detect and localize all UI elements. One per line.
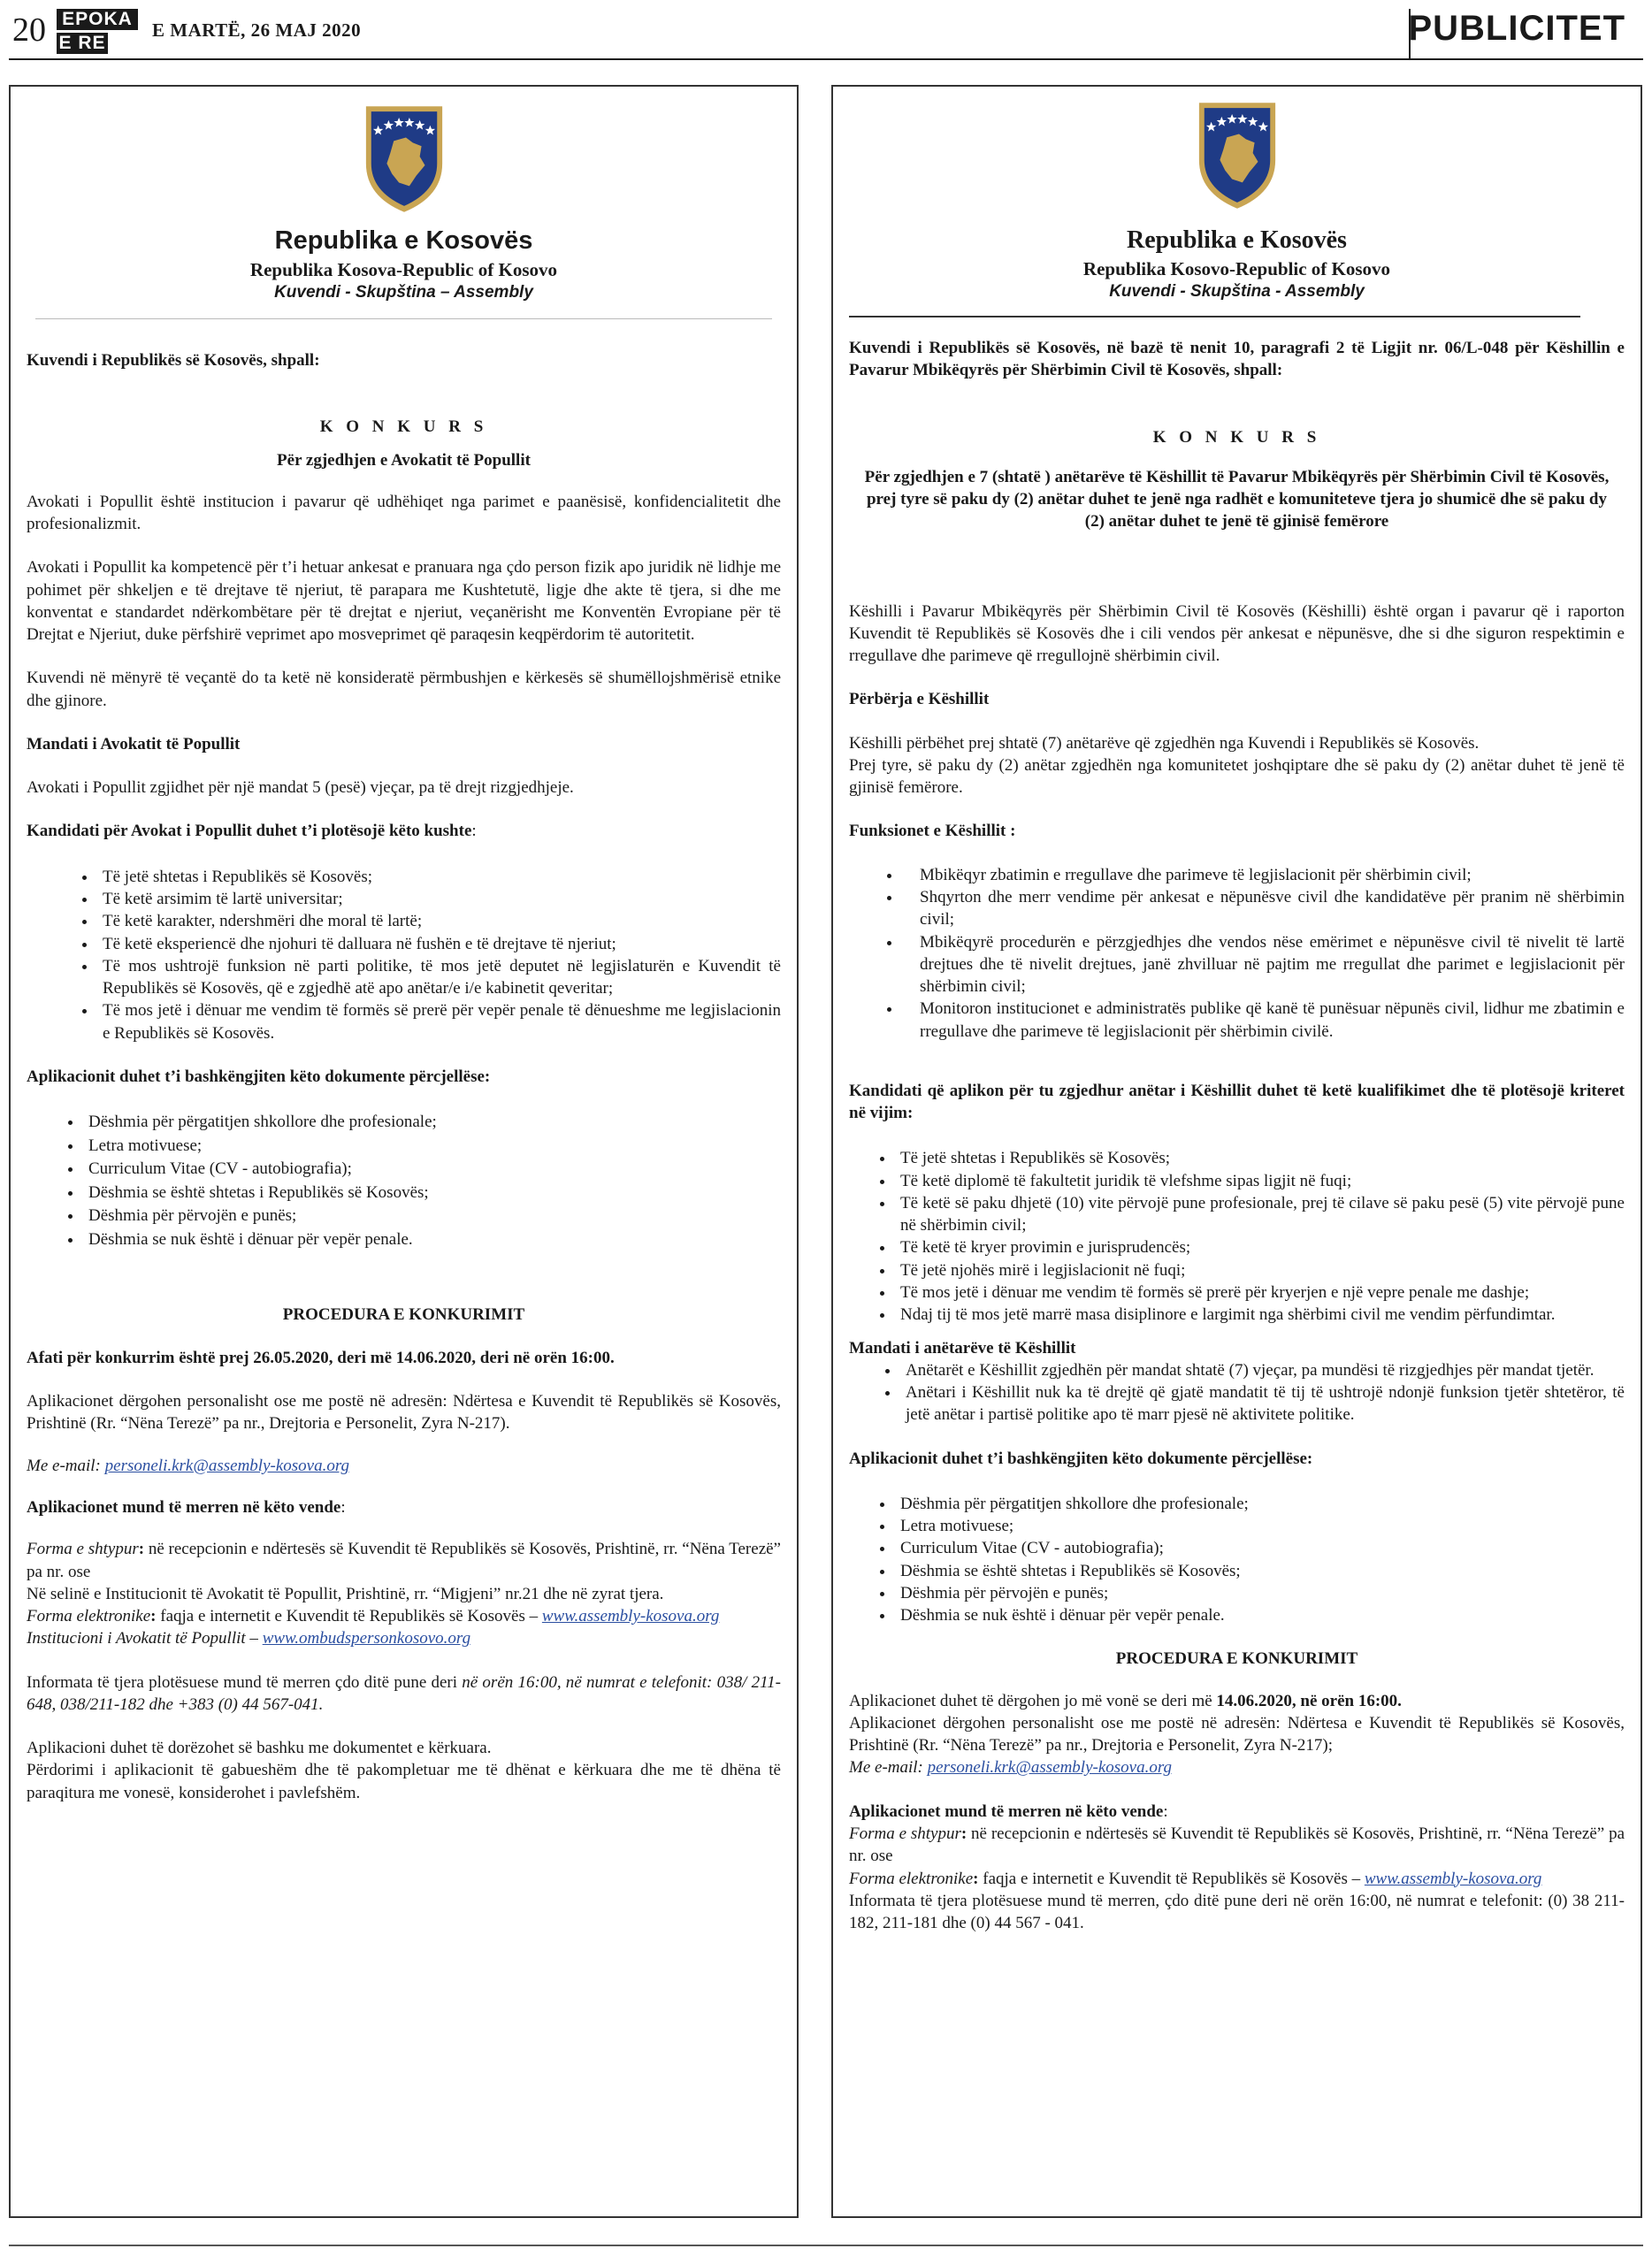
- electronic-text: faqja e internetit e Kuvendit të Republikës së Kosovës –: [156, 1607, 542, 1626]
- printed-text: në recepcionin e ndërtesës së Kuvendit të Republikës së Kosovës, Prishtinë, rr. “Nëna Terezë” pa nr. ose: [849, 1824, 1625, 1866]
- list-item: • Mbikëqyrë procedurën e përzgjedhjes dhe vendos nëse emërimet e nëpunësve civil të nivelit të lartë drejtues dhe të nivelit drejtues, janë zhvilluar në pajtim me rregullat dhe parimet e legjislacionit për shërbimin civil;: [902, 931, 1625, 998]
- electronic-label: Forma elektronike: [849, 1869, 974, 1888]
- submission-address: Aplikacionet dërgohen personalisht ose me postë në adresën: Ndërtesa e Kuvendit të Republikës së Kosovës, Prishtinë (Rr. “Nëna Terezë” pa nr., Drejtoria e Personelit, Zyra N-217);: [849, 1713, 1625, 1755]
- list-item: • Të jetë njohës mirë i legjislacionit në fuqi;: [895, 1259, 1625, 1281]
- list-item: • Monitoron institucionet e administratës publike që kanë të punësuar nëpunës civil, lidhur me zbatimin e rregullave dhe parimeve të legjislacionit për shërbimin civilë.: [902, 998, 1625, 1043]
- submit-text: Aplikacioni duhet të dorëzohet së bashku me dokumentet e kërkuara.: [27, 1739, 492, 1758]
- list-item: • Të jetë shtetas i Republikës së Kosovës;: [97, 866, 781, 888]
- list-item: • Të ketë karakter, ndershmëri dhe moral të lartë;: [97, 910, 781, 932]
- composition-text-2: Prej tyre, së paku dy (2) anëtar zgjedhën nga komunitetet joshqiptare dhe së paku dy (2) anëtar duhet të jenë të gjinisë femërore.: [849, 755, 1625, 798]
- list-item: • Dëshmia se është shtetas i Republikës së Kosovës;: [895, 1560, 1625, 1582]
- printed-form: [849, 1823, 1625, 1868]
- documents-list: [27, 1111, 781, 1252]
- list-item: • Ndaj tij të mos jetë marrë masa disiplinore e largimit nga shërbimi civil me vendim përfundimtar.: [895, 1304, 1625, 1326]
- conditions-heading: [27, 820, 781, 842]
- documents-title: Aplikacionit duhet t’i bashkëngjiten këto dokumente përcjellëse:: [27, 1067, 491, 1086]
- places-colon: :: [1163, 1801, 1168, 1821]
- logo-line2: E RE: [57, 33, 108, 54]
- list-item: • Letra motivuese;: [83, 1135, 781, 1159]
- places-title: Aplikacionet mund të merren në këto vende: [849, 1801, 1164, 1821]
- conditions-title: Kandidati për Avokat i Popullit duhet t’i plotësojë këto kushte: [27, 822, 472, 841]
- list-item: • Të mos jetë i dënuar me vendim të formës së prerë për vepër penale të dënueshme me legjislacionin e Republikës së Kosovës.: [97, 999, 781, 1044]
- notice-ombudsperson: [9, 85, 799, 2218]
- places-heading: [27, 1496, 781, 1518]
- assembly-name: Kuvendi - Skupština - Assembly: [1109, 282, 1365, 301]
- list-item: • Të mos ushtrojë funksion në parti politike, të mos jetë deputet në legjislaturën e Kuvendit të Republikës së Kosovës, që e zgjedhë atë apo anëtar/e i/e kabinetit qeveritar;: [97, 955, 781, 1000]
- composition-text-1: Këshilli përbëhet prej shtatë (7) anëtarëve që zgjedhën nga Kuvendi i Republikës së Kosovës.: [849, 733, 1480, 753]
- list-item: • Dëshmia për përvojën e punës;: [83, 1205, 781, 1228]
- info-text: [27, 1671, 781, 1717]
- assembly-url-link[interactable]: www.assembly-kosova.org: [1364, 1869, 1542, 1888]
- mandate-list: [849, 1359, 1625, 1426]
- list-item: • Dëshmia për përgatitjen shkollore dhe profesionale;: [83, 1111, 781, 1135]
- submission-address: Aplikacionet dërgohen personalisht ose me postë në adresën: Ndërtesa e Kuvendit të Republikës së Kosovës, Prishtinë (Rr. “Nëna Terezë” pa nr., Drejtoria e Personelit, Zyra N-217).: [27, 1392, 781, 1434]
- list-item: • Të mos jetë i dënuar me vendim të formës së prerë për kryerjen e një vepre penale me dashje;: [895, 1281, 1625, 1304]
- electronic-colon: :: [973, 1869, 979, 1888]
- assembly-url-link[interactable]: www.assembly-kosova.org: [541, 1607, 720, 1626]
- list-item: • Dëshmia për përvojën e punës;: [895, 1582, 1625, 1604]
- ombudsperson-url-link[interactable]: www.ombudspersonkosovo.org: [262, 1629, 471, 1648]
- printed-colon: :: [138, 1540, 145, 1559]
- info-text-part2: në orën 16:00, në numrat e telefonit: 038/ 211-648, 038/211-182 dhe +383 (0) 44 567-041.: [27, 1672, 782, 1714]
- announcement: Kuvendi i Republikës së Kosovës, shpall:: [27, 351, 320, 370]
- documents-list: [849, 1493, 1625, 1627]
- konkurs-title: K O N K U R S: [1152, 427, 1321, 447]
- ombudsperson-line: [27, 1627, 781, 1649]
- printed-label: Forma e shtypur: [27, 1540, 139, 1559]
- list-item: • Dëshmia se është shtetas i Republikës së Kosovës;: [83, 1182, 781, 1205]
- konkurs-subtitle: Për zgjedhjen e Avokatit të Popullit: [277, 450, 531, 470]
- footer-rule: [9, 2245, 1643, 2246]
- list-item: • Letra motivuese;: [895, 1515, 1625, 1537]
- issue-date: E MARTË, 26 MAJ 2020: [152, 19, 362, 41]
- places-title: Aplikacionet mund të merren në këto vende: [27, 1498, 341, 1517]
- criteria-list: [849, 1147, 1625, 1326]
- header-rule: [9, 58, 1643, 60]
- conditions-colon: :: [471, 822, 477, 841]
- kosovo-coat-of-arms-icon: [1194, 99, 1281, 212]
- divider: [35, 318, 772, 319]
- list-item: • Të jetë shtetas i Republikës së Kosovës;: [895, 1147, 1625, 1169]
- email-line: [27, 1455, 781, 1477]
- list-item: • Anëtarët e Këshillit zgjedhën për mandat shtatë (7) vjeçar, pa mundësi të rizgjedhjes për mandat tjetër.: [900, 1359, 1625, 1381]
- intro-paragraph-2: Avokati i Popullit ka kompetencë për t’i hetuar ankesat e pranuara nga çdo person fizik apo juridik në lidhje me pohimet për shkeljen e të drejtave të njeriut, të parapara me Kushtetutë, ligje dhe akte të tjera, si dhe me konventat e standardet ndërkombëtare për të drejtat e njeriut, veçanërisht me Konventën Evropiane për të Drejtat e Njeriut, duke përfshirë veprimet apo mosveprimet që paraqesin keqpërdorim të autoritetit.: [27, 558, 781, 645]
- list-item: • Shqyrton dhe merr vendime për ankesat e nëpunësve civil dhe kandidatëve për pranim në shërbimin civil;: [902, 886, 1625, 931]
- email-link[interactable]: personeli.krk@assembly-kosova.org: [927, 1758, 1173, 1778]
- printed-text: në recepcionin e ndërtesës së Kuvendit të Republikës së Kosovës, Prishtinë, rr. “Nëna Terezë” pa nr. ose: [27, 1540, 781, 1581]
- info-text: Informata të tjera plotësuese mund të merren, çdo ditë pune deri në orën 16:00, në numrat e telefonit: (0) 38 211-182, 211-181 dhe (0) 44 567 - 041.: [849, 1891, 1625, 1933]
- documents-title: Aplikacionit duhet t’i bashkëngjiten këto dokumente përcjellëse:: [849, 1449, 1313, 1468]
- republic-title: Republika e Kosovës: [1127, 226, 1347, 254]
- procedure-title: PROCEDURA E KONKURIMIT: [282, 1304, 525, 1324]
- page-number: 20: [12, 11, 46, 49]
- printed-colon: :: [960, 1824, 967, 1844]
- intro-paragraph: Këshilli i Pavarur Mbikëqyrës për Shërbimin Civil të Kosovës (Këshilli) është organ i pavarur që i raporton Kuvendit të Republikës së Kosovës dhe i cili vendos për ankesat e nëpunësve, dhe si dhe siguron respektimin e rregullave dhe parimeve që rregullojnë shërbimin civil.: [849, 601, 1625, 666]
- list-item: • Dëshmia se nuk është i dënuar për vepër penale.: [83, 1228, 781, 1252]
- list-item: • Të ketë arsimim të lartë universitar;: [97, 888, 781, 910]
- functions-list: [849, 864, 1625, 1043]
- electronic-form: [849, 1868, 1625, 1890]
- notice-civil-service-council: [831, 85, 1642, 2218]
- conditions-list: [27, 866, 781, 1044]
- ombud-label: Institucioni i Avokatit të Popullit –: [27, 1629, 263, 1648]
- electronic-form: [27, 1605, 781, 1627]
- list-item: • Të ketë diplomë të fakultetit juridik të vlefshme sipas ligjit në fuqi;: [895, 1170, 1625, 1192]
- places-colon: :: [340, 1498, 346, 1517]
- deadline: Afati për konkurrim është prej 26.05.2020, deri më 14.06.2020, deri në orën 16:00.: [27, 1348, 615, 1367]
- list-item: • Curriculum Vitae (CV - autobiografia);: [83, 1158, 781, 1182]
- deadline-text: Aplikacionet duhet të dërgohen jo më vonë se deri më: [849, 1691, 1217, 1710]
- section-title: PUBLICITET: [1408, 9, 1625, 48]
- list-item: • Curriculum Vitae (CV - autobiografia);: [895, 1537, 1625, 1559]
- misuse-text: Përdorimi i aplikacionit të gabueshëm dhe të pakompletuar me të dhënat e kërkuara dhe me të dhëna të paraqitura me vonesë, konsiderohet i pavlefshëm.: [27, 1761, 781, 1802]
- email-label: Me e-mail:: [27, 1456, 105, 1475]
- institution-seat: Në selinë e Institucionit të Avokatit të Popullit, Prishtinë, rr. “Migjeni” nr.21 dhe në zyrat tjera.: [27, 1584, 664, 1603]
- electronic-text: faqja e internetit e Kuvendit të Republikës së Kosovës –: [978, 1869, 1365, 1888]
- republic-title: Republika e Kosovës: [274, 226, 533, 255]
- divider: [849, 316, 1580, 317]
- republic-subtitle: Republika Kosova-Republic of Kosovo: [249, 259, 558, 280]
- electronic-label: Forma elektronike: [27, 1607, 151, 1626]
- electronic-colon: :: [150, 1607, 157, 1626]
- list-item: • Anëtari i Këshillit nuk ka të drejtë që gjatë mandatit të tij të ushtrojë ndonjë funksion tjetër shtetëror, të jetë anëtar i partisë politike apo të marr pjesë në aktivitete politike.: [900, 1381, 1625, 1426]
- email-link[interactable]: personeli.krk@assembly-kosova.org: [104, 1456, 350, 1475]
- email-label: Me e-mail:: [849, 1758, 928, 1778]
- page-header: [0, 0, 1652, 60]
- mandate-text: Avokati i Popullit zgjidhet për një mandat 5 (pesë) vjeçar, pa të drejt rizgjedhjeje.: [27, 778, 574, 798]
- assembly-name: Kuvendi - Skupština – Assembly: [274, 283, 533, 302]
- list-item: • Të ketë eksperiencë dhe njohuri të dalluara në fushën e të drejtave të njeriut;: [97, 933, 781, 955]
- email-line: [849, 1756, 1625, 1778]
- list-item: • Dëshmia se nuk është i dënuar për vepër penale.: [895, 1604, 1625, 1626]
- newspaper-logo: [57, 9, 138, 55]
- deadline: [849, 1690, 1625, 1712]
- places-heading: [849, 1801, 1625, 1823]
- republic-subtitle: Republika Kosovo-Republic of Kosovo: [1082, 258, 1391, 279]
- deadline-date: 14.06.2020, në orën 16:00.: [1216, 1691, 1402, 1710]
- procedure-title: PROCEDURA E KONKURIMIT: [1115, 1649, 1358, 1669]
- composition-title: Përbërja e Këshillit: [849, 690, 990, 709]
- criteria-title: Kandidati që aplikon për tu zgjedhur anëtar i Këshillit duhet të ketë kualifikimet dhe të plotësojë kriteret në vijim:: [849, 1081, 1625, 1123]
- intro-paragraph-3: Kuvendi në mënyrë të veçantë do ta ketë në konsideratë përmbushjen e kërkesës së shumëllojshmërisë etnike dhe gjinore.: [27, 669, 781, 710]
- list-item: • Të ketë të kryer provimin e jurisprudencës;: [895, 1236, 1625, 1258]
- info-text-part1: Informata të tjera plotësuese mund të merren çdo ditë pune deri: [27, 1672, 463, 1692]
- printed-form: [27, 1538, 781, 1583]
- kosovo-coat-of-arms-icon: [361, 103, 447, 216]
- konkurs-subtitle: Për zgjedhjen e 7 (shtatë ) anëtarëve të Këshillit të Pavarur Mbikëqyrës për Shërbimin Civil të Kosovës, prej tyre së paku dy (2) anëtar duhet te jenë nga radhët e komuniteteve tjera jo shumicë dhe së paku dy (2) anëtar duhet te jenë të gjinisë femërore: [864, 467, 1610, 532]
- announcement: Kuvendi i Republikës së Kosovës, në bazë të nenit 10, paragrafi 2 të Ligjit nr. 06/L-048 për Këshillin e Pavarur Mbikëqyrës për Shërbimin Civil të Kosovës, shpall:: [849, 339, 1625, 380]
- printed-label: Forma e shtypur: [849, 1824, 961, 1844]
- list-item: • Dëshmia për përgatitjen shkollore dhe profesionale;: [895, 1493, 1625, 1515]
- list-item: • Të ketë së paku dhjetë (10) vite përvojë pune profesionale, prej të cilave së paku pesë (5) vite përvojë pune në shërbimin civil;: [895, 1192, 1625, 1237]
- mandate-title: Mandati i anëtarëve të Këshillit: [849, 1338, 1076, 1358]
- mandate-title: Mandati i Avokatit të Popullit: [27, 734, 241, 753]
- konkurs-title: K O N K U R S: [319, 417, 488, 437]
- logo-line1: EPOKA: [57, 9, 138, 30]
- list-item: • Mbikëqyr zbatimin e rregullave dhe parimeve të legjislacionit për shërbimin civil;: [902, 864, 1625, 886]
- functions-title: Funksionet e Këshillit :: [849, 822, 1016, 841]
- intro-paragraph-1: Avokati i Popullit është institucion i pavarur që udhëhiqet nga parimet e paanësisë, konfidencialitetit dhe profesionalizmit.: [27, 492, 781, 534]
